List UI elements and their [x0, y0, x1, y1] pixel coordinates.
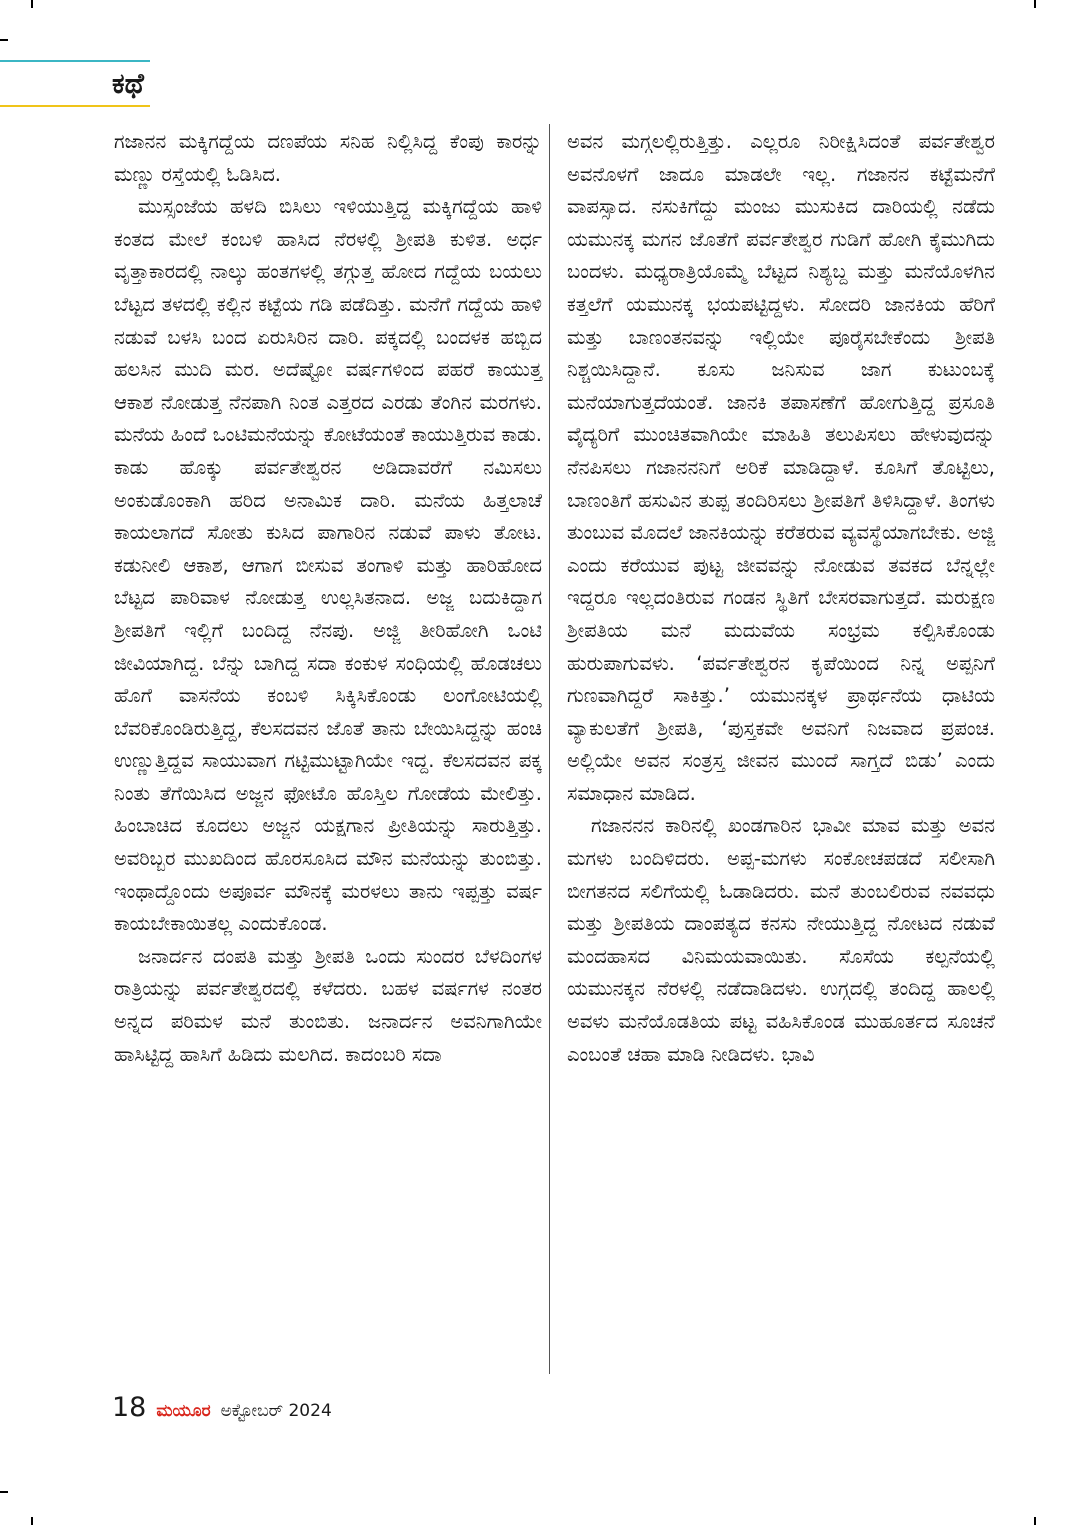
- paragraph: ಗಜಾನನ ಮಕ್ಕಿಗದ್ದೆಯ ದಣಪೆಯ ಸನಿಹ ನಿಲ್ಲಿಸಿದ್ದ ಕೆಂಪು ಕಾರನ್ನು ಮಣ್ಣು ರಸ್ತೆಯಲ್ಲಿ ಓಡಿಸಿದ.: [114, 130, 542, 186]
- page-footer: [112, 1392, 332, 1432]
- magazine-name: ಮಯೂರ: [156, 1401, 211, 1421]
- section-title: ಕಥೆ: [112, 67, 144, 100]
- paragraph: ಮುಸ್ಸಂಜೆಯ ಹಳದಿ ಬಿಸಿಲು ಇಳಿಯುತ್ತಿದ್ದ ಮಕ್ಕಿಗದ್ದೆಯ ಹಾಳಿ ಕಂತದ ಮೇಲೆ ಕಂಬಳಿ ಹಾಸಿದ ನೆರಳಲ್ಲಿ ಶ್ರೀಪತಿ ಕುಳಿತ. ಅರ್ಧ ವೃತ್ತಾಕಾರದಲ್ಲಿ ನಾಲ್ಕು ಹಂತಗಳಲ್ಲಿ ತಗ್ಗುತ್ತ ಹೋದ ಗದ್ದೆಯ ಬಯಲು ಬೆಟ್ಟದ ತಳದಲ್ಲಿ ಕಲ್ಲಿನ ಕಟ್ಟೆಯ ಗಡಿ ಪಡೆದಿತ್ತು. ಮನೆಗೆ ಗದ್ದೆಯ ಹಾಳಿ ನಡುವೆ ಬಳಸಿ ಬಂದ ಏರುಸಿರಿನ ದಾರಿ. ಪಕ್ಕದಲ್ಲಿ ಬಂದಳಕ ಹಬ್ಬಿದ ಹಲಸಿನ ಮುದಿ ಮರ. ಅದೆಷ್ಟೋ ವರ್ಷಗಳಿಂದ ಪಹರೆ ಕಾಯುತ್ತ ಆಕಾಶ ನೋಡುತ್ತ ನೆನಪಾಗಿ ನಿಂತ ಎತ್ತರದ ಎರಡು ತೆಂಗಿನ ಮರಗಳು. ಮನೆಯ ಹಿಂದೆ ಒಂಟಿಮನೆಯನ್ನು ಕೋಟೆಯಂತೆ ಕಾಯುತ್ತಿರುವ ಕಾಡು. ಕಾಡು ಹೊಕ್ಕು ಪರ್ವತೇಶ್ವರನ ಅಡಿದಾವರೆಗೆ ನಮಿಸಲು ಅಂಕುಡೊಂಕಾಗಿ ಹರಿದ ಅನಾಮಿಕ ದಾರಿ. ಮನೆಯ ಹಿತ್ತಲಾಚೆ ಕಾಯಲಾಗದೆ ಸೋತು ಕುಸಿದ ಪಾಗಾರಿನ ನಡುವೆ ಪಾಳು ತೋಟ. ಕಡುನೀಲಿ ಆಕಾಶ, ಆಗಾಗ ಬೀಸುವ ತಂಗಾಳಿ ಮತ್ತು ಹಾರಿಹೋದ ಬೆಟ್ಟದ ಪಾರಿವಾಳ ನೋಡುತ್ತ ಉಲ್ಲಸಿತನಾದ. ಅಜ್ಜ ಬದುಕಿದ್ದಾಗ ಶ್ರೀಪತಿಗೆ ಇಲ್ಲಿಗೆ ಬಂದಿದ್ದ ನೆನಪು. ಅಜ್ಜಿ ತೀರಿಹೋಗಿ ಒಂಟಿ ಜೀವಿಯಾಗಿದ್ದ. ಬೆನ್ನು ಬಾಗಿದ್ದ ಸದಾ ಕಂಕುಳ ಸಂಧಿಯಲ್ಲಿ ಹೊಡಚಲು ಹೊಗೆ ವಾಸನೆಯ ಕಂಬಳಿ ಸಿಕ್ಕಿಸಿಕೊಂಡು ಲಂಗೋಟಿಯಲ್ಲಿ ಬೆವರಿಕೊಂಡಿರುತ್ತಿದ್ದ, ಕೆಲಸದವನ ಜೊತೆ ತಾನು ಬೇಯಿಸಿದ್ದನ್ನು ಹಂಚಿ ಉಣ್ಣುತ್ತಿದ್ದವ ಸಾಯುವಾಗ ಗಟ್ಟಿಮುಟ್ಟಾಗಿಯೇ ಇದ್ದ. ಕೆಲಸದವನ ಪಕ್ಕ ನಿಂತು ತೆಗೆಯಿಸಿದ ಅಜ್ಜನ ಫೋಟೊ ಹೊಸ್ತಿಲ ಗೋಡೆಯ ಮೇಲಿತ್ತು. ಹಿಂಬಾಚಿದ ಕೂದಲು ಅಜ್ಜನ ಯಕ್ಷಗಾನ ಪ್ರೀತಿಯನ್ನು ಸಾರುತ್ತಿತ್ತು. ಅವರಿಬ್ಬರ ಮುಖದಿಂದ ಹೊರಸೂಸಿದ ಮೌನ ಮನೆಯನ್ನು ತುಂಬಿತ್ತು. ಇಂಥಾದ್ದೊಂದು ಅಪೂರ್ವ ಮೌನಕ್ಕೆ ಮರಳಲು ತಾನು ಇಪ್ಪತ್ತು ವರ್ಷ ಕಾಯಬೇಕಾಯಿತಲ್ಲ ಎಂದುಕೊಂಡ.: [114, 195, 542, 936]
- crop-mark: [31, 0, 33, 8]
- page-number: 18: [112, 1392, 147, 1423]
- paragraph: ಅವನ ಮಗ್ಗಲಲ್ಲಿರುತ್ತಿತ್ತು. ಎಲ್ಲರೂ ನಿರೀಕ್ಷಿಸಿದಂತೆ ಪರ್ವತೇಶ್ವರ ಅವನೊಳಗೆ ಜಾದೂ ಮಾಡಲೇ ಇಲ್ಲ. ಗಜಾನನ ಕಟ್ಟೆಮನೆಗೆ ವಾಪಸ್ಸಾದ. ನಸುಕಿಗೆದ್ದು ಮಂಜು ಮುಸುಕಿದ ದಾರಿಯಲ್ಲಿ ನಡೆದು ಯಮುನಕ್ಕ ಮಗನ ಜೊತೆಗೆ ಪರ್ವತೇಶ್ವರ ಗುಡಿಗೆ ಹೋಗಿ ಕೈಮುಗಿದು ಬಂದಳು. ಮಧ್ಯರಾತ್ರಿಯೊಮ್ಮೆ ಬೆಟ್ಟದ ನಿಶ್ಯಬ್ದ ಮತ್ತು ಮನೆಯೊಳಗಿನ ಕತ್ತಲೆಗೆ ಯಮುನಕ್ಕ ಭಯಪಟ್ಟಿದ್ದಳು. ಸೋದರಿ ಜಾನಕಿಯ ಹೆರಿಗೆ ಮತ್ತು ಬಾಣಂತನವನ್ನು ಇಲ್ಲಿಯೇ ಪೂರೈಸಬೇಕೆಂದು ಶ್ರೀಪತಿ ನಿಶ್ಚಯಿಸಿದ್ದಾನೆ. ಕೂಸು ಜನಿಸುವ ಜಾಗ ಕುಟುಂಬಕ್ಕೆ ಮನೆಯಾಗುತ್ತದೆಯಂತೆ. ಜಾನಕಿ ತಪಾಸಣೆಗೆ ಹೋಗುತ್ತಿದ್ದ ಪ್ರಸೂತಿ ವೈದ್ಯರಿಗೆ ಮುಂಚಿತವಾಗಿಯೇ ಮಾಹಿತಿ ತಲುಪಿಸಲು ಹೇಳುವುದನ್ನು ನೆನಪಿಸಲು ಗಜಾನನನಿಗೆ ಅರಿಕೆ ಮಾಡಿದ್ದಾಳೆ. ಕೂಸಿಗೆ ತೊಟ್ಟಿಲು, ಬಾಣಂತಿಗೆ ಹಸುವಿನ ತುಪ್ಪ ತಂದಿರಿಸಲು ಶ್ರೀಪತಿಗೆ ತಿಳಿಸಿದ್ದಾಳೆ. ತಿಂಗಳು ತುಂಬುವ ಮೊದಲೆ ಜಾನಕಿಯನ್ನು ಕರೆತರುವ ವ್ಯವಸ್ಥೆಯಾಗಬೇಕು. ಅಜ್ಜಿ ಎಂದು ಕರೆಯುವ ಪುಟ್ಟ ಜೀವವನ್ನು ನೋಡುವ ತವಕದ ಬೆನ್ನಲ್ಲೇ ಇದ್ದರೂ ಇಲ್ಲದಂತಿರುವ ಗಂಡನ ಸ್ಥಿತಿಗೆ ಬೇಸರವಾಗುತ್ತದೆ. ಮರುಕ್ಷಣ ಶ್ರೀಪತಿಯ ಮನೆ ಮದುವೆಯ ಸಂಭ್ರಮ ಕಲ್ಪಿಸಿಕೊಂಡು ಹುರುಪಾಗುವಳು. ‘ಪರ್ವತೇಶ್ವರನ ಕೃಪೆಯಿಂದ ನಿನ್ನ ಅಪ್ಪನಿಗೆ ಗುಣವಾಗಿದ್ದರೆ ಸಾಕಿತ್ತು.’ ಯಮುನಕ್ಕಳ ಪ್ರಾರ್ಥನೆಯ ಧಾಟಿಯ ವ್ಯಾಕುಲತೆಗೆ ಶ್ರೀಪತಿ, ‘ಪುಸ್ತಕವೇ ಅವನಿಗೆ ನಿಜವಾದ ಪ್ರಪಂಚ. ಅಲ್ಲಿಯೇ ಅವನ ಸಂತ್ರಸ್ತ ಜೀವನ ಮುಂದೆ ಸಾಗ್ತದೆ ಬಿಡು’ ಎಂದು ಸಮಾಧಾನ ಮಾಡಿದ.: [567, 130, 995, 805]
- header-rule-teal: [0, 60, 150, 62]
- paragraph: ಗಜಾನನನ ಕಾರಿನಲ್ಲಿ ಖಂಡಗಾರಿನ ಭಾವೀ ಮಾವ ಮತ್ತು ಅವನ ಮಗಳು ಬಂದಿಳಿದರು. ಅಪ್ಪ-ಮಗಳು ಸಂಕೋಚಪಡದೆ ಸಲೀಸಾಗಿ ಬೀಗತನದ ಸಲಿಗೆಯಲ್ಲಿ ಓಡಾಡಿದರು. ಮನೆ ತುಂಬಲಿರುವ ನವವಧು ಮತ್ತು ಶ್ರೀಪತಿಯ ದಾಂಪತ್ಯದ ಕನಸು ನೇಯುತ್ತಿದ್ದ ನೋಟದ ನಡುವೆ ಮಂದಹಾಸದ ವಿನಿಮಯವಾಯಿತು. ಸೊಸೆಯ ಕಲ್ಪನೆಯಲ್ಲಿ ಯಮುನಕ್ಕನ ನೆರಳಲ್ಲಿ ನಡೆದಾಡಿದಳು. ಉಗ್ಗದಲ್ಲಿ ತಂದಿದ್ದ ಹಾಲಲ್ಲಿ ಅವಳು ಮನೆಯೊಡತಿಯ ಪಟ್ಟ ವಹಿಸಿಕೊಂಡ ಮುಹೂರ್ತದ ಸೂಚನೆ ಎಂಬಂತೆ ಚಹಾ ಮಾಡಿ ನೀಡಿದಳು. ಭಾವಿ: [567, 814, 995, 1066]
- crop-mark: [0, 39, 8, 41]
- crop-mark: [1034, 1517, 1036, 1525]
- paragraph: ಜನಾರ್ದನ ದಂಪತಿ ಮತ್ತು ಶ್ರೀಪತಿ ಒಂದು ಸುಂದರ ಬೆಳದಿಂಗಳ ರಾತ್ರಿಯನ್ನು ಪರ್ವತೇಶ್ವರದಲ್ಲಿ ಕಳೆದರು. ಬಹಳ ವರ್ಷಗಳ ನಂತರ ಅನ್ನದ ಪರಿಮಳ ಮನೆ ತುಂಬಿತು. ಜನಾರ್ದನ ಅವನಿಗಾಗಿಯೇ ಹಾಸಿಟ್ಟಿದ್ದ ಹಾಸಿಗೆ ಹಿಡಿದು ಮಲಗಿದ. ಕಾದಂಬರಿ ಸದಾ: [114, 944, 542, 1066]
- left-column: [114, 126, 542, 1071]
- column-divider: [549, 124, 550, 1374]
- issue-date: ಅಕ್ಟೋಬರ್ 2024: [220, 1401, 332, 1421]
- crop-mark: [0, 1491, 8, 1493]
- right-column: [567, 126, 995, 1071]
- crop-mark: [31, 1517, 33, 1525]
- header-rule-yellow: [0, 105, 150, 107]
- crop-mark: [1034, 0, 1036, 8]
